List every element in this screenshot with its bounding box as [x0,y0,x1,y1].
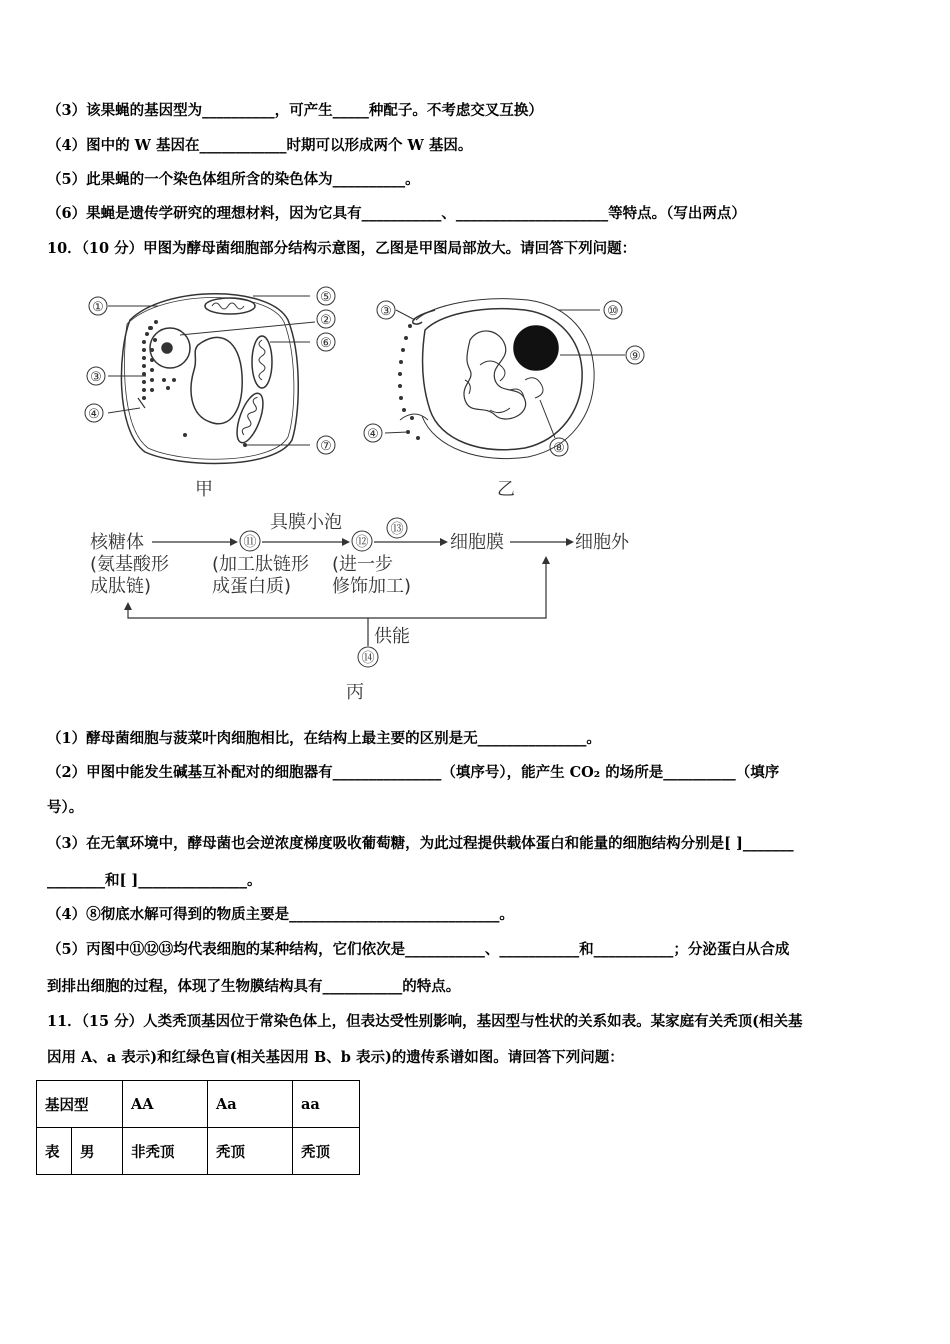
table-cell: 男 [72,1128,123,1175]
table-cell: 秃顶 [293,1128,360,1175]
num-13: ⑬ [390,522,404,537]
q9-sub6: （6）果蝇是遗传学研究的理想材料，因为它具有___________、_____________________等特点。（写出两点） [47,205,746,222]
diagram-bing [90,512,630,703]
flow-ribosome-note1: (氨基酸形 [90,554,170,575]
flow-membrane: 细胞膜 [450,532,504,553]
label-bing: 丙 [346,682,364,703]
num-1: ① [92,300,104,315]
q10-sub4: （4）⑧彻底水解可得到的物质主要是_____________________________。 [47,906,514,923]
table-cell: 非秃顶 [123,1128,208,1175]
q10-sub5b: 到排出细胞的过程，体现了生物膜结构具有___________的特点。 [47,978,461,995]
flow-outside: 细胞外 [575,532,629,553]
table-cell: aa [293,1081,360,1128]
flow-ribosome: 核糖体 [90,532,144,553]
q10-sub1: （1）酵母菌细胞与菠菜叶肉细胞相比，在结构上最主要的区别是无_______________。 [47,730,601,747]
diagram-jia [121,294,298,464]
yi-numbers [364,301,644,456]
q9-sub3: （3）该果蝇的基因型为__________，可产生_____种配子。不考虑交叉互换） [47,102,543,119]
cell-diagram [70,280,670,710]
q9-sub5: （5）此果蝇的一个染色体组所含的染色体为__________。 [47,171,420,188]
q9-sub4: （4）图中的 W 基因在____________时期可以形成两个 W 基因。 [47,137,473,154]
table-row [37,1081,360,1128]
table-cell: 表 [37,1128,72,1175]
num-8: ⑧ [553,441,565,456]
num-5: ⑤ [320,290,332,305]
flow-12-note2: 修饰加工) [332,576,412,597]
num-4b: ④ [367,427,379,442]
flow-energy: 供能 [374,626,410,647]
flow-ribosome-note2: 成肽链) [90,576,152,597]
er-ribosomes [142,320,247,447]
diagram-yi [400,299,594,459]
q10-sub3b: ________和[ ]_______________。 [47,872,262,889]
num-6: ⑥ [320,336,332,351]
q10-sub2b: 号）。 [47,799,84,816]
flow-11-note1: (加工肽链形 [212,554,310,575]
num-11: ⑪ [243,535,257,550]
label-yi: 乙 [497,479,515,500]
num-2: ② [320,313,332,328]
label-jia: 甲 [195,479,213,500]
num-3b: ③ [380,304,392,319]
yi-ribosomes [398,324,420,440]
table-cell: AA [123,1081,208,1128]
table-cell: Aa [208,1081,293,1128]
genotype-table [36,1080,360,1175]
flow-11-note2: 成蛋白质) [212,576,292,597]
q11-header1: 11．（15 分）人类秃顶基因位于常染色体上，但表达受性别影响，基因型与性状的关系如表。某家庭有关秃顶(相关基 [47,1013,803,1030]
num-14: ⑭ [361,651,375,666]
q10-sub2a: （2）甲图中能发生碱基互补配对的细胞器有_______________（填序号），能产生 CO₂ 的场所是__________（填序 [47,764,780,781]
num-10: ⑩ [607,304,619,319]
table-cell: 基因型 [37,1081,123,1128]
q10-header: 10．（10 分）甲图为酵母菌细胞部分结构示意图，乙图是甲图局部放大。请回答下列问题： [47,240,637,257]
num-9: ⑨ [629,349,641,364]
q10-sub5a: （5）丙图中⑪⑫⑬均代表细胞的某种结构，它们依次是___________、___________和___________；分泌蛋白从合成 [47,941,790,958]
num-7: ⑦ [320,439,332,454]
table-row [37,1128,360,1175]
table-cell: 秃顶 [208,1128,293,1175]
flow-12-note1: (进一步 [332,554,394,575]
flow-vesicle: 具膜小泡 [270,512,342,533]
num-12: ⑫ [355,535,369,550]
q11-header2: 因用 A、a 表示)和红绿色盲(相关基因用 B、b 表示)的遗传系谱如图。请回答下列问题： [47,1049,624,1066]
num-3: ③ [90,370,102,385]
q10-sub3a: （3）在无氧环境中，酵母菌也会逆浓度梯度吸收葡萄糖，为此过程提供载体蛋白和能量的细胞结构分别是[ ]_______ [47,835,794,852]
num-4: ④ [88,407,100,422]
